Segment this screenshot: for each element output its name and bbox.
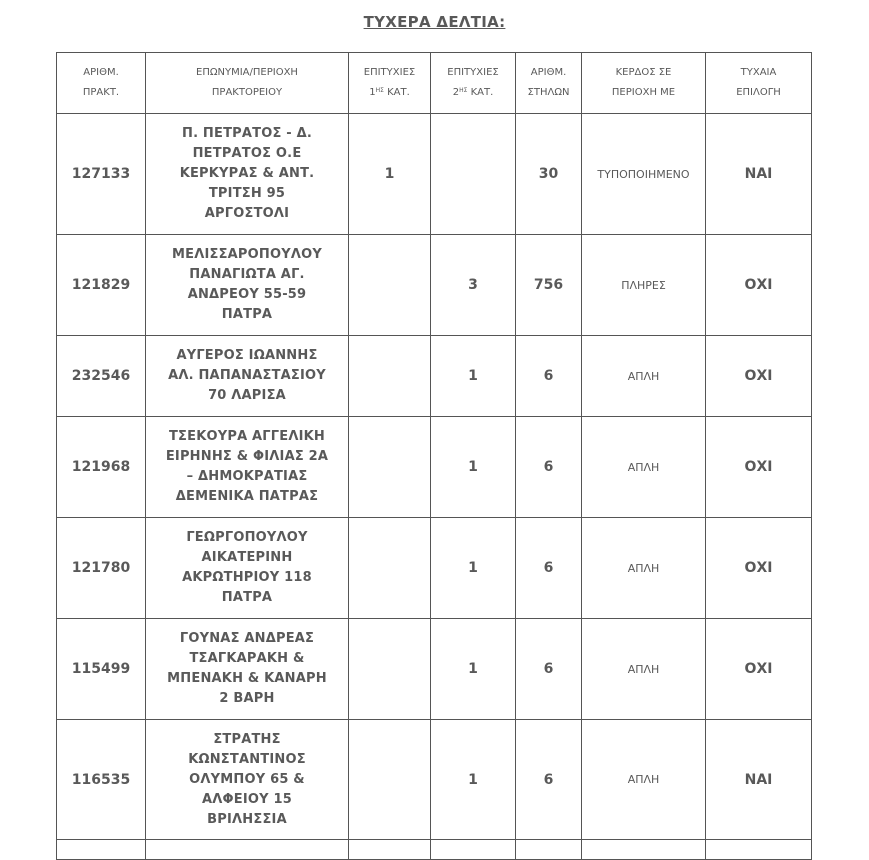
header-agency: ΕΠΩΝΥΜΙΑ/ΠΕΡΙΟΧΗ ΠΡΑΚΤΟΡΕΙΟΥ [146, 53, 349, 114]
agency-line: ΠΑΤΡΑ [221, 590, 273, 605]
table-row-partial [57, 840, 812, 860]
agency-code-cell: 115499 [57, 619, 146, 720]
agency-code-cell: 121968 [57, 417, 146, 518]
header-random: ΤΥΧΑΙΑ ΕΠΙΛΟΓΗ [706, 53, 812, 114]
agency-line: ΠΑΤΡΑ [221, 307, 273, 322]
header-columns: ΑΡΙΘΜ. ΣΤΗΛΩΝ [516, 53, 582, 114]
first-category-cell [349, 336, 431, 417]
random-pick-cell: ΟΧΙ [706, 417, 812, 518]
header-row [57, 53, 812, 114]
second-category-cell: 1 [431, 417, 516, 518]
random-pick-cell: ΝΑΙ [706, 720, 812, 840]
columns-count-cell: 6 [516, 336, 582, 417]
table-row [57, 114, 812, 235]
empty-cell [706, 840, 812, 860]
columns-count-cell: 756 [516, 235, 582, 336]
first-category-cell [349, 235, 431, 336]
empty-cell [349, 840, 431, 860]
agency-line: ΑΙΚΑΤΕΡΙΝΗ [201, 550, 293, 565]
agency-line: ΚΕΡΚΥΡΑΣ & ΑΝΤ. [179, 166, 315, 181]
agency-line: ΜΠΕΝΑΚΗ & ΚΑΝΑΡΗ [167, 671, 327, 686]
random-pick-cell: ΟΧΙ [706, 336, 812, 417]
agency-line: ΑΝΔΡΕΟΥ 55-59 [187, 287, 307, 302]
prize-type-cell: ΑΠΛΗ [582, 619, 706, 720]
first-category-cell: 1 [349, 114, 431, 235]
page-title: ΤΥΧΕΡΑ ΔΕΛΤΙΑ: [363, 13, 506, 31]
agency-line: 2 ΒΑΡΗ [219, 691, 275, 706]
agency-line: 70 ΛΑΡΙΣΑ [208, 388, 286, 403]
agency-code-cell: 121829 [57, 235, 146, 336]
second-category-cell: 1 [431, 518, 516, 619]
empty-cell [516, 840, 582, 860]
random-pick-cell: ΟΧΙ [706, 619, 812, 720]
agency-line: ΑΥΓΕΡΟΣ ΙΩΑΝΝΗΣ [176, 348, 318, 363]
agency-line: ΑΚΡΩΤΗΡΙΟΥ 118 [182, 570, 312, 585]
header-first-category: ΕΠΙΤΥΧΙΕΣ $1^{H\Sigma}$ ΚΑΤ. [349, 53, 431, 114]
agency-line: ΟΛΥΜΠΟΥ 65 & [189, 771, 305, 787]
agency-name-cell [146, 518, 349, 619]
prize-type-cell: ΠΛΗΡΕΣ [582, 235, 706, 336]
empty-cell [146, 840, 349, 860]
second-category-cell: 3 [431, 235, 516, 336]
agency-line: ΤΡΙΤΣΗ 95 [208, 186, 286, 201]
empty-cell [57, 840, 146, 860]
agency-line: ΔΕΜΕΝΙΚΑ ΠΑΤΡΑΣ [175, 489, 319, 504]
empty-cell [431, 840, 516, 860]
columns-count-cell: 6 [516, 619, 582, 720]
table-row [57, 619, 812, 720]
columns-count-cell: 6 [516, 518, 582, 619]
prize-type-cell: ΑΠΛΗ [582, 518, 706, 619]
prize-type-cell: ΑΠΛΗ [582, 336, 706, 417]
agency-line: – ΔΗΜΟΚΡΑΤΙΑΣ [186, 469, 308, 484]
header-prize: ΚΕΡΔΟΣ ΣΕ ΠΕΡΙΟΧΗ ΜΕ [582, 53, 706, 114]
agency-line: ΑΛΦΕΙΟΥ 15 [202, 791, 292, 807]
agency-name-cell [146, 114, 349, 235]
table-row [57, 720, 812, 840]
agency-line: ΑΛ. ΠΑΠΑΝΑΣΤΑΣΙΟΥ [168, 368, 326, 383]
agency-name-cell [146, 235, 349, 336]
agency-name-cell [146, 720, 349, 840]
agency-line: ΑΡΓΟΣΤΟΛΙ [204, 206, 290, 221]
agency-code-cell: 127133 [57, 114, 146, 235]
table-row [57, 336, 812, 417]
first-category-cell [349, 518, 431, 619]
agency-line: ΜΕΛΙΣΣΑΡΟΠΟΥΛΟΥ [172, 247, 322, 262]
agency-line: ΠΑΝΑΓΙΩΤΑ ΑΓ. [189, 267, 305, 282]
random-pick-cell: ΟΧΙ [706, 518, 812, 619]
first-category-cell [349, 417, 431, 518]
agency-line: ΕΙΡΗΝΗΣ & ΦΙΛΙΑΣ 2Α [165, 449, 329, 464]
agency-name-cell [146, 619, 349, 720]
prize-type-cell: ΑΠΛΗ [582, 720, 706, 840]
second-category-cell [431, 114, 516, 235]
agency-line: ΓΟΥΝΑΣ ΑΝΔΡΕΑΣ [179, 631, 315, 646]
agency-line: ΣΤΡΑΤΗΣ [213, 731, 281, 747]
agency-line: Π. ΠΕΤΡΑΤΟΣ - Δ. [181, 126, 312, 141]
results-table [56, 52, 812, 860]
random-pick-cell: ΟΧΙ [706, 235, 812, 336]
empty-cell [582, 840, 706, 860]
columns-count-cell: 6 [516, 417, 582, 518]
agency-line: ΓΕΩΡΓΟΠΟΥΛΟΥ [186, 530, 308, 545]
agency-name-cell [146, 336, 349, 417]
header-code: ΑΡΙΘΜ. ΠΡΑΚΤ. [57, 53, 146, 114]
agency-code-cell: 121780 [57, 518, 146, 619]
random-pick-cell: ΝΑΙ [706, 114, 812, 235]
second-category-cell: 1 [431, 619, 516, 720]
agency-line: ΤΣΑΓΚΑΡΑΚΗ & [189, 651, 305, 666]
agency-line: ΚΩΝΣΤΑΝΤΙΝΟΣ [188, 751, 306, 767]
table-row [57, 417, 812, 518]
table-row [57, 518, 812, 619]
columns-count-cell: 6 [516, 720, 582, 840]
agency-line: ΒΡΙΛΗΣΣΙΑ [207, 811, 287, 827]
second-category-cell: 1 [431, 336, 516, 417]
columns-count-cell: 30 [516, 114, 582, 235]
agency-code-cell: 116535 [57, 720, 146, 840]
first-category-cell [349, 720, 431, 840]
prize-type-cell: ΤΥΠΟΠΟΙΗΜΕΝΟ [582, 114, 706, 235]
agency-code-cell: 232546 [57, 336, 146, 417]
agency-line: ΤΣΕΚΟΥΡΑ ΑΓΓΕΛΙΚΗ [168, 429, 326, 444]
prize-type-cell: ΑΠΛΗ [582, 417, 706, 518]
table-row [57, 235, 812, 336]
second-category-cell: 1 [431, 720, 516, 840]
first-category-cell [349, 619, 431, 720]
agency-line: ΠΕΤΡΑΤΟΣ Ο.Ε [192, 146, 302, 161]
header-second-category: ΕΠΙΤΥΧΙΕΣ $2^{H\Sigma}$ ΚΑΤ. [431, 53, 516, 114]
agency-name-cell [146, 417, 349, 518]
